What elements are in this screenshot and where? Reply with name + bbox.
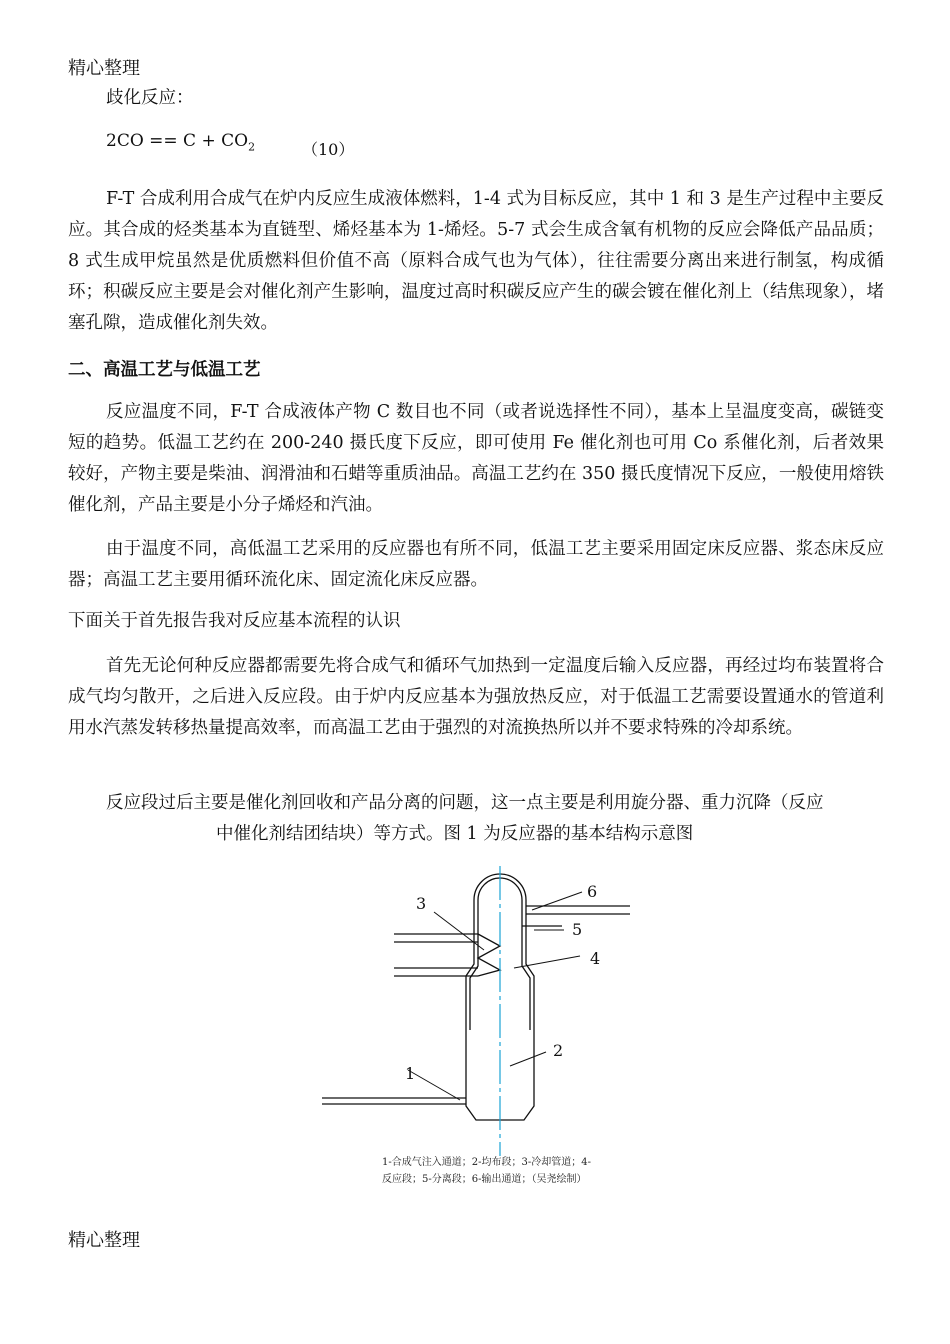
paragraph-temperature: 反应温度不同，F-T 合成液体产物 C 数目也不同（或者说选择性不同），基本上呈温度变高，碳链变短的趋势。低温工艺约在 200-240 摄氏度下反应，即可使用 Fe 催化剂也可用 Co 系催化剂，后者效果较好，产物主要是柴油、润滑油和石蜡等重质油品。高温工艺约在 350 摄氏度情况下反应，一般使用熔铁催化剂，产品主要是小分子烯烃和汽油。 — [68, 402, 884, 515]
label-5: 5 — [572, 920, 583, 939]
label-1: 1 — [405, 1064, 416, 1083]
paragraph-intro-flow: 下面关于首先报告我对反应基本流程的认识 — [68, 611, 401, 631]
label-6: 6 — [587, 882, 598, 901]
page-footer: 精心整理 — [68, 1230, 140, 1251]
paragraph-basic-flow: 首先无论何种反应器都需要先将合成气和循环气加热到一定温度后输入反应器，再经过均布装置将合成气均匀散开，之后进入反应段。由于炉内反应基本为强放热反应，对于低温工艺需要设置通水的管道利用水汽蒸发转移热量提高效率，而高温工艺由于强烈的对流换热所以并不要求特殊的冷却系统。 — [68, 656, 884, 738]
leader-1 — [408, 1070, 460, 1100]
leader-2 — [510, 1052, 546, 1066]
leader-3 — [434, 912, 484, 950]
caption-line-2: 反应段；5-分离段；6-输出通道；（吴尧绘制） — [382, 1174, 587, 1185]
branch-label: 歧化反应： — [106, 88, 194, 108]
cooling-coil — [478, 934, 500, 976]
label-3: 3 — [416, 894, 427, 913]
equation-number: （10） — [302, 140, 355, 159]
paragraph-ft-synthesis: F-T 合成利用合成气在炉内反应生成液体燃料，1-4 式为目标反应，其中 1 和 3 是生产过程中主要反应。其合成的烃类基本为直链型、烯烃基本为 1-烯烃。5-7 式会生成含氧有机物的反应会降低产品品质；8 式生成甲烷虽然是优质燃料但价值不高（原料合成气也为气体），往往需要分离出来进行制氢，构成循环；积碳反应主要是会对催化剂产生影响，温度过高时积碳反应产生的碳会镀在催化剂上（结焦现象），堵塞孔隙，造成催化剂失效。 — [68, 189, 884, 333]
section-heading: 二、高温工艺与低温工艺 — [68, 360, 261, 380]
equation-text: 2CO == C + CO — [106, 131, 249, 151]
label-2: 2 — [553, 1041, 564, 1060]
page-header: 精心整理 — [68, 58, 140, 79]
label-4: 4 — [590, 949, 601, 968]
leader-4 — [514, 956, 580, 968]
paragraph-reactor-types: 由于温度不同，高低温工艺采用的反应器也有所不同，低温工艺主要采用固定床反应器、浆态床反应器；高温工艺主要用循环流化床、固定流化床反应器。 — [68, 539, 884, 590]
reactor-diagram — [300, 860, 660, 1160]
leader-6 — [532, 892, 582, 910]
equation — [106, 131, 255, 153]
paragraph-separation-line1: 反应段过后主要是催化剂回收和产品分离的问题，这一点主要是利用旋分器、重力沉降（反应 — [106, 793, 824, 813]
figure-caption — [382, 1154, 591, 1188]
equation-subscript: 2 — [248, 140, 256, 154]
paragraph-separation-line2: 中催化剂结团结块）等方式。图 1 为反应器的基本结构示意图 — [216, 824, 694, 844]
caption-line-1: 1-合成气注入通道；2-均布段；3-冷却管道；4- — [382, 1157, 591, 1168]
